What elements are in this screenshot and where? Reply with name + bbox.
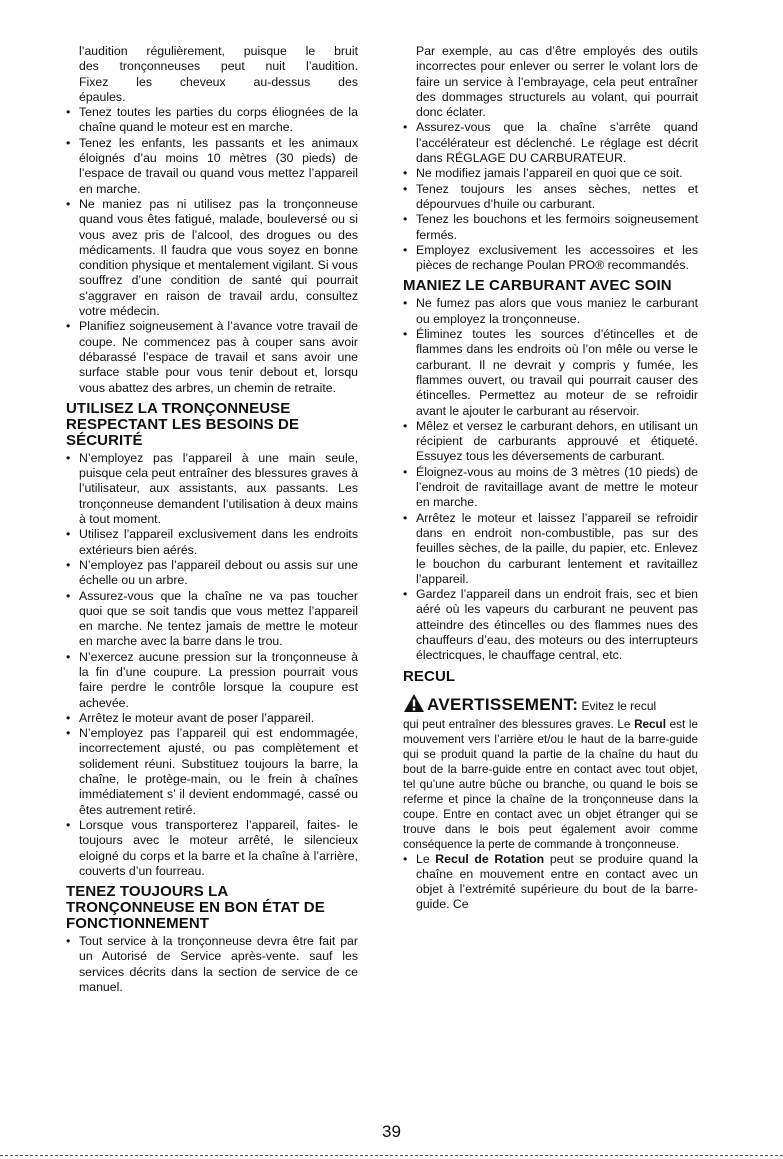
section-heading: RECUL	[403, 667, 456, 685]
list-item: • Arrêtez le moteur et laissez l’appareil se refroidir dans en endroit non-combustible, pas sur des feuilles sèches, de la paille, du papier, etc. Enlevez le bouchon du carburant lentement et ravitaillez l’appareil.	[403, 511, 698, 587]
list-item: • Gardez l’appareil dans un endroit frais, sec et bien aéré où les vapeurs du carburant ne peuvent pas atteindre des étincelles ou des flammes nues des chauffeurs d’eau, des moteurs ou des interrupteurs électricques, le chauffage central, etc.	[403, 587, 698, 663]
list-item: • Tenez les enfants, les passants et les animaux éloignés d’au moins 10 mètres (30 pieds) de l’espace de travail ou quand vous mettez l’appareil en marche.	[66, 136, 358, 197]
list-item: • Éloignez-vous au moins de 3 mètres (10 pieds) de l’endroit de ravitaillage avant de mettre le moteur en marche.	[403, 465, 698, 511]
text-line: Fixez les cheveux au-dessus des	[79, 74, 358, 89]
section-heading: UTILISEZ LA TRONÇONNEUSE RESPECTANT LES BESOINS DE SÉCURITÉ	[66, 399, 300, 449]
list-item: • N’exercez aucune pression sur la tronçonneuse à la fin d’une coupure. La pression pourrait vous faire perdre le contrôle lorsque la coupure est achevée.	[66, 650, 358, 711]
list-item: • N’employez pas l’appareil qui est endommagée, incorrectement ajusté, ou pas complètement et solidement réuni. Substituez toujours la barre, la chaîne, le protège-main, ou le frein à chaînes immédiatement s’ il devient endommagé, cassé ou êtes autrement retiré.	[66, 726, 358, 818]
text-line: épaules.	[79, 89, 126, 104]
text-line: l’audition régulièrement, puisque le bruit	[79, 44, 358, 58]
bullet-list	[66, 105, 358, 396]
list-item: • Ne modifiez jamais l’appareil en quoi que ce soit.	[403, 166, 698, 181]
section-heading: MANIEZ LE CARBURANT AVEC SOIN	[403, 277, 672, 295]
section-heading: TENEZ TOUJOURS LA TRONÇONNEUSE EN BON ÉTAT DE FONCTIONNEMENT	[66, 883, 325, 933]
left-column	[66, 44, 358, 995]
warning-heading-line	[403, 693, 698, 717]
bullet-list	[403, 852, 698, 913]
bullet-list	[403, 120, 698, 273]
warning-text-part: qui peut entraîner des blessures graves. Le	[403, 717, 631, 731]
right-column	[403, 44, 698, 913]
bullet-list	[66, 451, 358, 879]
list-item: • Mêlez et versez le carburant dehors, en utilisant un récipient de carburants approuvé et étiqueté. Essuyez tous les déversements de carburant.	[403, 419, 698, 465]
continued-paragraph	[66, 44, 358, 105]
list-item: • Ne fumez pas alors que vous maniez le carburant ou employez la tronçonneuse.	[403, 296, 698, 327]
list-item: • N’employez pas l’appareil debout ou assis sur une échelle ou un arbre.	[66, 558, 358, 589]
warning-lead: Evitez le recul	[581, 698, 657, 713]
continued-paragraph: Par exemple, au cas d’être employés des outils incorrectes pour enlever ou serrer le volant lors de faire un service à l’embrayage, cela peut entraîner des dommages structurels au volant, qui pourrait donc éclater.	[416, 44, 698, 120]
list-item: • Ne maniez pas ni utilisez pas la tronçonneuse quand vous êtes fatigué, malade, bouleversé ou si vous avez pris de l’alcool, des drogues ou des médicaments. Il faudra que vous soyez en bonne condition physique et mentalement vigilant. Si vous souffrez d’une condition de santé qui pourrait s’aggraver en raison de travail ardu, consultez votre médecin.	[66, 197, 358, 319]
list-item: • Tenez toujours les anses sèches, nettes et dépourvues d’huile ou carburant.	[403, 182, 698, 213]
list-item: • Assurez-vous que la chaîne s’arrête quand l’accélérateur est déclenché. Le réglage est décrit dans RÉGLAGE DU CARBURATEUR.	[403, 120, 698, 166]
warning-triangle-icon	[403, 693, 425, 717]
list-item: • Tout service à la tronçonneuse devra être fait par un Autorisé de Service après-vente. sauf les services décrits dans la section de service de ce manuel.	[66, 934, 358, 995]
list-item: • Tenez les bouchons et les fermoirs soigneusement fermés.	[403, 212, 698, 243]
list-item: • N’employez pas l’appareil à une main seule, puisque cela peut entraîner des blessures graves à l’utilisateur, aux assistants, aux passants. Les tronçonneuse demandent l’utilisation à deux mains à tout moment.	[66, 451, 358, 527]
page-number: 39	[382, 1122, 401, 1141]
warning-block	[403, 693, 698, 852]
list-item: • Tenez toutes les parties du corps éliognées de la chaîne quand le moteur est en marche.	[66, 105, 358, 136]
recul-rotation-term: Recul de Rotation	[435, 851, 545, 866]
list-item: • Lorsque vous transporterez l’appareil, faites- le toujours avec le moteur arrêté, le silencieux eloigné du corps et la barre et la chaîne à l’arrière, couverts d’un fourreau.	[66, 818, 358, 879]
warning-text-part: est le mouvement vers l’arrière et/ou le haut de la barre-guide qui se produit quand la partie de la chaîne du haut du bout de la barre-guide entre en contact avec tout objet, tel qu’une autre bûche ou branche, ou quand le bois se referme et pince la chaîne de la tronçonneuse dans la coupe. Entre en contact avec un objet étranger qui se trouve dans le bois peut également avoir comme conséquence la perte de commande à tronçonneuse.	[403, 717, 698, 851]
recul-term: Recul	[634, 717, 666, 731]
list-item: • Planifiez soigneusement à l’avance votre travail de coupe. Ne commencez pas à couper sans avoir débarassé l’espace de travail et sans avoir une surface stable pour vous tenir debout et, lorsqu vous abattez des arbres, un chemin de retraite.	[66, 319, 358, 395]
warning-text	[403, 717, 698, 852]
bullet-list	[403, 296, 698, 663]
list-item-prefix: Le	[416, 851, 430, 866]
list-item: • Éliminez toutes les sources d’étincelles et de flammes dans les endroits où l’on mêle ou verse le carburant. Il ne devrait y compris y fumée, les flammes ouvert, ou travail qui pourrait causer des étincelles. Permettez au moteur de se refroidir avant le ajouter le carburant au réservoir.	[403, 327, 698, 419]
list-item: • Employez exclusivement les accessoires et les pièces de rechange Poulan PRO® recommandés.	[403, 243, 698, 274]
text-line: des tronçonneuses peut nuit l’audition.	[79, 59, 358, 74]
list-item: • Utilisez l’appareil exclusivement dans les endroits extérieurs bien aérés.	[66, 527, 358, 558]
list-item: • Assurez-vous que la chaîne ne va pas toucher quoi que se soit tandis que vous mettez l’appareil en marche. Ne tentez jamais de mettre le moteur en marche avec la barre dans le trou.	[66, 589, 358, 650]
list-item	[403, 852, 698, 913]
bullet-list	[66, 934, 358, 995]
list-item: • Arrêtez le moteur avant de poser l’appareil.	[66, 711, 358, 726]
bottom-rule	[0, 1155, 783, 1156]
warning-title: AVERTISSEMENT:	[427, 694, 579, 714]
list-item-rest: peut se produire quand la chaîne en mouvement entre en contact avec un objet à l’extrémité supérieure du bout de la barre-guide. Ce	[416, 851, 699, 912]
